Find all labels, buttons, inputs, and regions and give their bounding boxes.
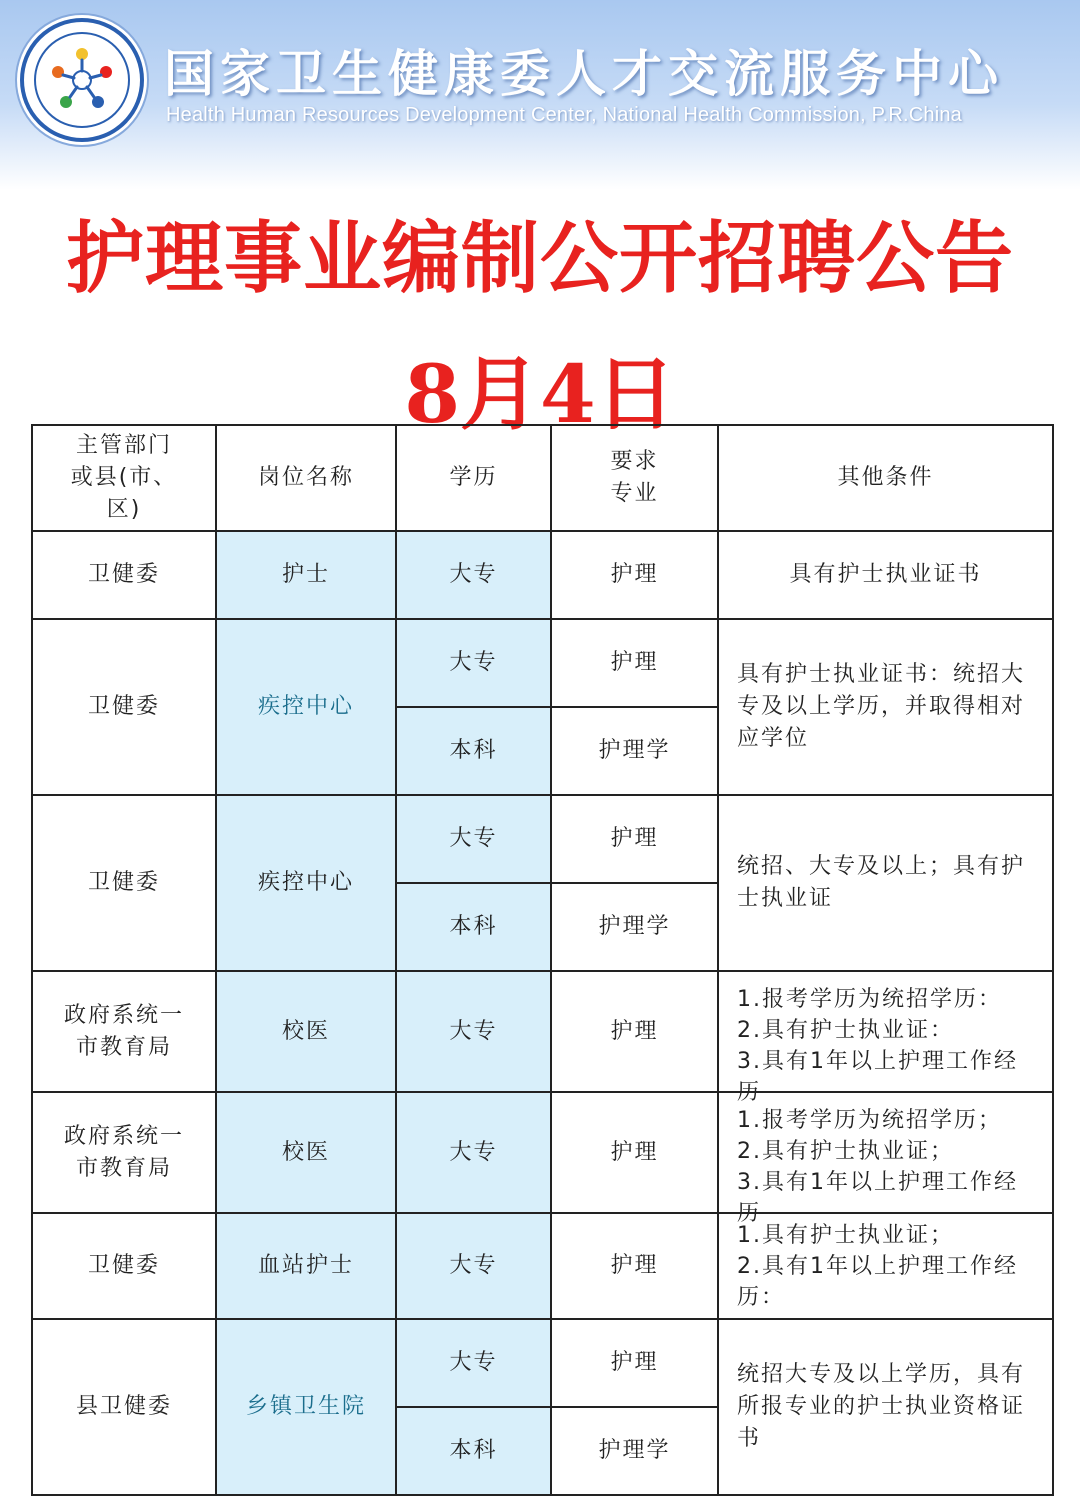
org-name-en: Health Human Resources Development Center, National Health Commission, P.R.China xyxy=(166,104,962,126)
cell-conditions xyxy=(718,1092,1053,1226)
cell-position: 疾控中心 xyxy=(216,795,396,971)
cell-position: 护士 xyxy=(216,531,396,619)
cell-department: 卫健委 xyxy=(32,795,216,971)
cell-education: 大专 xyxy=(396,531,551,619)
cell-conditions: 统招大专及以上学历，具有所报专业的护士执业资格证书 xyxy=(718,1319,1053,1495)
cell-position: 疾控中心 xyxy=(216,619,396,795)
header-education: 学历 xyxy=(396,425,551,531)
header-department: 主管部门或县(市、区) xyxy=(32,425,216,531)
cell-education: 大专 xyxy=(396,971,551,1092)
cell-major: 护理 xyxy=(551,531,718,619)
page-header xyxy=(0,0,1080,190)
cell-education: 本科 xyxy=(396,1407,551,1495)
table-row xyxy=(32,1319,1053,1407)
condition-line: 2.具有护士执业证； xyxy=(737,1138,954,1164)
announcement-date: 8月4日 xyxy=(404,347,676,441)
cell-department: 县卫健委 xyxy=(32,1319,216,1495)
cell-major: 护理 xyxy=(551,1092,718,1213)
recruitment-table xyxy=(31,424,1054,1496)
cell-position: 校医 xyxy=(216,971,396,1092)
table-header-row xyxy=(32,425,1053,531)
cell-education: 本科 xyxy=(396,883,551,971)
cell-major: 护理学 xyxy=(551,707,718,795)
condition-line: 3.具有1年以上护理工作经历 xyxy=(737,1169,1018,1226)
cell-major: 护理学 xyxy=(551,883,718,971)
table-row xyxy=(32,531,1053,619)
cell-education: 大专 xyxy=(396,1213,551,1319)
cell-department: 卫健委 xyxy=(32,531,216,619)
header-conditions: 其他条件 xyxy=(718,425,1053,531)
cell-major: 护理 xyxy=(551,795,718,883)
condition-line: 2.具有1年以上护理工作经历： xyxy=(737,1253,1018,1310)
cell-major: 护理 xyxy=(551,971,718,1092)
cell-department: 卫健委 xyxy=(32,619,216,795)
condition-line: 1.报考学历为统招学历； xyxy=(737,1107,1002,1133)
cell-education: 大专 xyxy=(396,795,551,883)
health-center-logo-icon xyxy=(46,44,118,116)
cell-major: 护理 xyxy=(551,619,718,707)
cell-department: 政府系统一市教育局 xyxy=(32,971,216,1092)
cell-position: 乡镇卫生院 xyxy=(216,1319,396,1495)
table-row xyxy=(32,971,1053,1092)
condition-line: 1.具有护士执业证； xyxy=(737,1222,954,1248)
cell-conditions xyxy=(718,1213,1053,1319)
table-row xyxy=(32,619,1053,707)
cell-education: 大专 xyxy=(396,619,551,707)
cell-major: 护理 xyxy=(551,1213,718,1319)
table-row xyxy=(32,1092,1053,1213)
cell-conditions: 具有护士执业证书：统招大专及以上学历，并取得相对应学位 xyxy=(718,619,1053,795)
logo xyxy=(20,18,144,142)
cell-conditions: 具有护士执业证书 xyxy=(718,531,1053,619)
cell-major: 护理学 xyxy=(551,1407,718,1495)
cell-department: 卫健委 xyxy=(32,1213,216,1319)
condition-line: 2.具有护士执业证： xyxy=(737,1017,954,1043)
table-row xyxy=(32,795,1053,883)
header-major: 要求专业 xyxy=(551,425,718,531)
page-title: 护理事业编制公开招聘公告 xyxy=(65,214,1014,304)
cell-education: 大专 xyxy=(396,1319,551,1407)
table-row xyxy=(32,1213,1053,1319)
cell-conditions: 统招、大专及以上；具有护士执业证 xyxy=(718,795,1053,971)
cell-education: 本科 xyxy=(396,707,551,795)
cell-conditions xyxy=(718,971,1053,1105)
org-name-cn: 国家卫生健康委人才交流服务中心 xyxy=(164,45,1004,103)
cell-department: 政府系统一市教育局 xyxy=(32,1092,216,1213)
cell-major: 护理 xyxy=(551,1319,718,1407)
condition-line: 3.具有1年以上护理工作经历 xyxy=(737,1048,1018,1105)
header-position: 岗位名称 xyxy=(216,425,396,531)
condition-line: 1.报考学历为统招学历： xyxy=(737,986,1002,1012)
cell-position: 血站护士 xyxy=(216,1213,396,1319)
cell-position: 校医 xyxy=(216,1092,396,1213)
cell-education: 大专 xyxy=(396,1092,551,1213)
